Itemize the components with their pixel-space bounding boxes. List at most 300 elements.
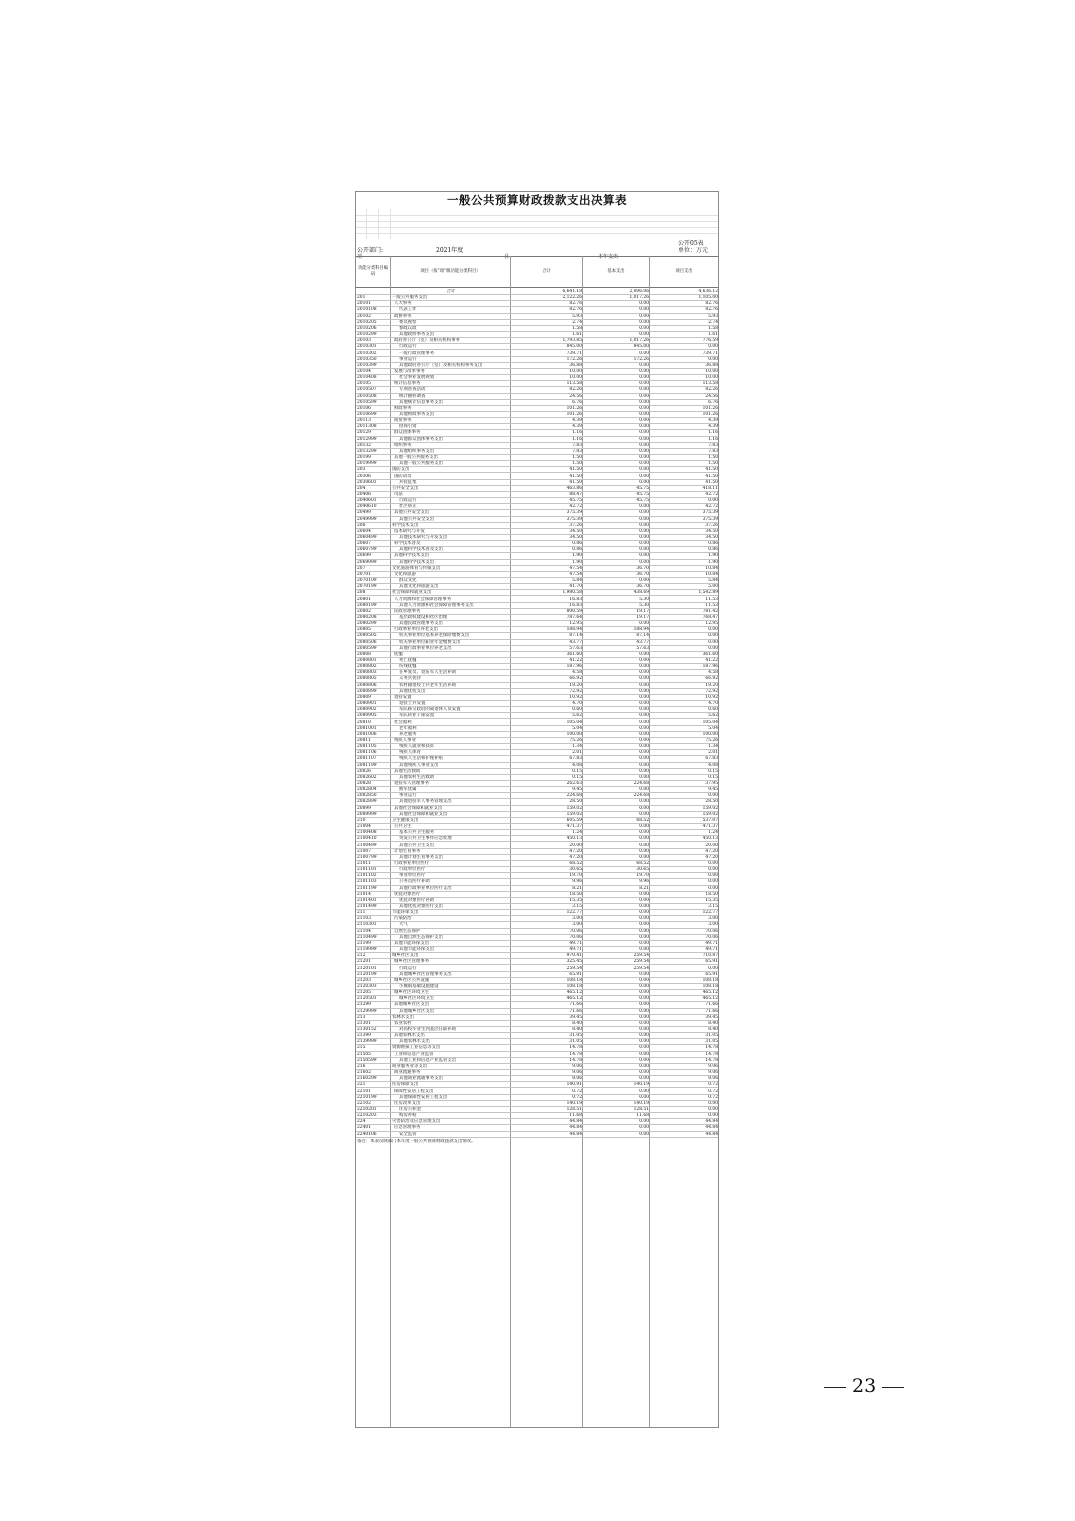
cell-code: 2010108 — [357, 307, 377, 313]
cell-total: 28.50 — [569, 799, 582, 805]
cell-basic: 0.00 — [639, 1070, 649, 1076]
cell-code: 20102 — [357, 313, 371, 319]
cell-name: 优抚对象医疗补助 — [399, 897, 435, 903]
cell-project: 6.76 — [708, 399, 718, 405]
cell-basic: 9.96 — [639, 879, 649, 885]
cell-basic: 0.00 — [639, 676, 649, 682]
cell-code: 2120199 — [357, 971, 377, 977]
cell-project: 768.47 — [702, 614, 718, 620]
cell-basic: 0.00 — [639, 768, 649, 774]
cell-project: 10.00 — [705, 375, 718, 381]
cell-name: 行政运行 — [399, 498, 417, 504]
cell-code: 21014 — [357, 891, 371, 897]
cell-code: 21007 — [357, 848, 371, 854]
cell-name: 自然生态保护 — [394, 928, 421, 934]
cell-total: 4.70 — [572, 701, 582, 707]
cell-name: 残疾人就业和扶贫 — [399, 744, 435, 750]
cell-name: 其他商业流通事务支出 — [399, 1076, 443, 1082]
cell-basic: 0.00 — [639, 1008, 649, 1014]
cell-basic: 0.00 — [639, 547, 649, 553]
cell-basic: 0.00 — [639, 368, 649, 374]
cell-name: 司法 — [394, 491, 403, 497]
cell-name: 在乡复员、退伍军人生活补助 — [399, 670, 457, 676]
cell-total: 122.77 — [566, 910, 582, 916]
cell-project: 3.15 — [708, 904, 718, 909]
cell-code: 2139999 — [357, 1039, 377, 1045]
cell-name: 残疾人体育 — [399, 750, 421, 756]
cell-code: 2120101 — [357, 965, 377, 971]
cell-code: 2011308 — [357, 424, 377, 430]
cell-basic: 45.75 — [636, 485, 649, 491]
cell-basic: 0.00 — [639, 332, 649, 338]
cell-basic: 0.00 — [639, 387, 649, 393]
cell-project: 375.39 — [702, 516, 718, 522]
cell-project: 418.11 — [702, 485, 718, 491]
cell-project: 8.40 — [708, 1027, 718, 1032]
cell-name: 其他文化和旅游支出 — [399, 584, 439, 590]
dept-label: 公开部门: — [357, 247, 384, 254]
cell-code: 20103 — [357, 338, 371, 344]
cell-basic: 0.00 — [639, 922, 649, 928]
cell-name: 其他政府办公厅（室）及相关机构事务支出 — [399, 362, 483, 368]
cell-basic: 36.70 — [636, 565, 649, 571]
cell-project: 5.00 — [708, 584, 718, 590]
cell-project: 9.06 — [708, 1070, 718, 1076]
cell-code: 2080299 — [357, 621, 377, 627]
cell-code: 2101199 — [357, 885, 377, 891]
cell-basic: 0.00 — [639, 1020, 649, 1026]
cell-name: 群众文化 — [399, 578, 417, 584]
cell-project: 1.50 — [708, 455, 718, 461]
cell-basic: 0.00 — [639, 528, 649, 534]
cell-name: 残疾人生活和护理补贴 — [399, 756, 443, 762]
cell-total: 44.84 — [569, 1131, 582, 1137]
cell-name: 组织事务 — [394, 442, 412, 448]
cell-total: 88.47 — [569, 491, 582, 497]
cell-total: 1.50 — [572, 455, 582, 461]
cell-name: 机关事业单位职业年金缴费支出 — [399, 639, 461, 645]
cell-project: 0.00 — [708, 1113, 718, 1119]
cell-total: 1,793.85 — [562, 338, 582, 344]
cell-basic: 0.00 — [639, 836, 649, 842]
cell-total: 0.15 — [572, 768, 582, 774]
cell-basic: 0.00 — [639, 553, 649, 559]
cell-total: 6,641.18 — [562, 289, 582, 294]
cell-project: 0.60 — [708, 707, 718, 713]
cell-basic: 0.00 — [639, 516, 649, 522]
cell-name: 大气 — [399, 922, 408, 928]
cell-project: 2.01 — [708, 750, 718, 756]
cell-total: 3.00 — [572, 916, 582, 922]
cell-basic: 0.00 — [639, 1119, 649, 1125]
cell-basic: 1,017.26 — [629, 295, 649, 301]
cell-name: 农村籍退役士兵老年生活补助 — [399, 682, 457, 688]
cell-basic: 57.63 — [636, 645, 649, 651]
cell-project: 1.34 — [708, 744, 718, 750]
cell-project: 0.00 — [708, 860, 718, 866]
cell-code: 2010399 — [357, 362, 377, 368]
cell-name: 军队移交政府的离退休人员安置 — [399, 707, 461, 713]
row-label-left: 项 — [357, 254, 363, 260]
cell-total: 30.65 — [569, 867, 582, 873]
cell-basic: 0.00 — [639, 811, 649, 817]
cell-name: 代表工作 — [399, 307, 417, 313]
cell-total: 3.15 — [572, 904, 582, 909]
cell-code: 2080801 — [357, 658, 377, 663]
cell-code: 2049999 — [357, 516, 377, 522]
cell-code: 21103 — [357, 916, 371, 922]
cell-basic: 0.00 — [639, 934, 649, 940]
cell-total: 8.40 — [572, 1020, 582, 1026]
cell-name: 购房补贴 — [399, 1113, 417, 1119]
cell-basic: 0.00 — [639, 756, 649, 762]
cell-project: 0.00 — [708, 639, 718, 645]
cell-basic: 0.00 — [639, 805, 649, 811]
cell-project: 4.39 — [708, 424, 718, 430]
cell-total: 15.35 — [569, 897, 582, 903]
empty-grid-area — [356, 209, 718, 239]
cell-total: 7.83 — [572, 448, 582, 454]
cell-project: 65.91 — [705, 971, 718, 977]
cell-code: 208 — [357, 590, 366, 596]
cell-basic: 0.00 — [639, 307, 649, 313]
cell-total: 1.50 — [572, 461, 582, 467]
cell-project: 66.92 — [705, 676, 718, 682]
dash-right — [882, 1387, 904, 1388]
cell-total: 800.59 — [566, 608, 582, 614]
cell-name: 政协事务 — [394, 313, 412, 319]
cell-code: 21602 — [357, 1070, 371, 1076]
cell-name: 委员视察 — [399, 319, 417, 325]
cell-code: 212 — [357, 953, 366, 959]
cell-project: 159.02 — [702, 811, 718, 817]
cell-code: 2130152 — [357, 1027, 377, 1032]
cell-total: 1.24 — [572, 830, 582, 836]
cell-basic: 0.00 — [639, 405, 649, 411]
cell-name: 其他政协事务支出 — [399, 332, 435, 338]
cell-code: 2082602 — [357, 774, 377, 780]
cell-basic: 0.00 — [639, 319, 649, 325]
cell-total: 1.34 — [572, 744, 582, 750]
cell-code: 20499 — [357, 510, 371, 516]
cell-basic: 188.94 — [633, 627, 649, 633]
cell-project: 41.50 — [705, 467, 718, 473]
cell-code: 2012999 — [357, 436, 377, 442]
cell-name: 其他节能环保支出 — [394, 940, 430, 946]
row-label-mid: 目 — [504, 254, 510, 260]
cell-code: 20701 — [357, 571, 371, 577]
cell-total: 2.74 — [572, 319, 582, 325]
cell-code: 2013299 — [357, 448, 377, 454]
cell-code: 2080905 — [357, 713, 377, 719]
cell-basic: 0.00 — [639, 1088, 649, 1094]
cell-project: 7.83 — [708, 448, 718, 454]
cell-total: 5.93 — [572, 313, 582, 319]
cell-total: 845.00 — [566, 344, 582, 350]
cell-name: 统计信息事务 — [394, 381, 421, 387]
cell-code: 2120501 — [357, 996, 377, 1002]
cell-basic: 1,017.26 — [629, 338, 649, 344]
cell-name: 农业农村 — [394, 1020, 412, 1026]
cell-project: 0.00 — [708, 1106, 718, 1112]
cell-name: 其他农林水支出 — [399, 1039, 430, 1045]
cell-total: 1,980.58 — [562, 590, 582, 596]
cell-code: 2240106 — [357, 1131, 377, 1137]
cell-project: 37.26 — [705, 522, 718, 528]
cell-code: 2080902 — [357, 707, 377, 713]
cell-basic: 30.65 — [636, 867, 649, 873]
cell-total: 188.94 — [566, 627, 582, 633]
cell-code: 2101102 — [357, 873, 377, 879]
cell-project: 739.71 — [702, 350, 718, 356]
cell-basic: 0.00 — [639, 461, 649, 467]
cell-total: 47.20 — [569, 854, 582, 860]
cell-name: 其他人力资源和社会保障管理事务支出 — [399, 602, 474, 608]
cell-project: 31.05 — [705, 1033, 718, 1039]
cell-project: 70.06 — [705, 928, 718, 934]
cell-code: 2080599 — [357, 645, 377, 651]
cell-code: 2010299 — [357, 332, 377, 338]
cell-name: 计划生育事务 — [394, 848, 421, 854]
cell-total: 41.50 — [569, 479, 582, 485]
cell-total: 108.18 — [566, 983, 582, 989]
cell-project: 2.74 — [708, 319, 718, 325]
cell-project: 3.00 — [708, 916, 718, 922]
cell-project: 0.00 — [708, 879, 718, 885]
cell-total: 14.78 — [569, 1057, 582, 1063]
cell-name: 其他公共安全支出 — [394, 510, 430, 516]
cell-total: 6.76 — [572, 399, 582, 405]
cell-basic: 259.54 — [633, 959, 649, 965]
cell-code: 22102 — [357, 1100, 371, 1106]
cell-name: 城乡社区环境卫生 — [394, 990, 430, 996]
cell-name: 节能环保支出 — [392, 910, 419, 916]
cell-basic: 0.00 — [639, 621, 649, 627]
header-total: 合计 — [511, 257, 583, 287]
cell-name: 其他残疾人事业支出 — [399, 762, 439, 768]
cell-project: 0.00 — [708, 965, 718, 971]
cell-code: 2081001 — [357, 725, 377, 731]
cell-code: 20113 — [357, 418, 371, 424]
cell-code: 21399 — [357, 1033, 371, 1039]
cell-total: 8.40 — [572, 1027, 582, 1032]
cell-project: 0.00 — [708, 793, 718, 799]
cell-total: 101.26 — [566, 405, 582, 411]
cell-total: 375.39 — [566, 516, 582, 522]
cell-name: 养老服务 — [399, 731, 417, 737]
cell-total: 41.50 — [569, 473, 582, 479]
cell-total: 9.06 — [572, 1063, 582, 1069]
cell-basic: 0.00 — [639, 904, 649, 909]
cell-basic: 0.00 — [639, 578, 649, 584]
cell-name: 其他自然生态保护支出 — [399, 934, 443, 940]
cell-basic: 5.30 — [639, 602, 649, 608]
cell-project: 159.02 — [702, 805, 718, 811]
cell-basic: 0.00 — [639, 1014, 649, 1020]
cell-project: 0.86 — [708, 541, 718, 547]
cell-name: 城乡社区公共设施 — [394, 977, 430, 983]
cell-total: 108.18 — [566, 977, 582, 983]
cell-code: 21004 — [357, 824, 371, 830]
cell-code: 20809 — [357, 694, 371, 700]
cell-total: 45.75 — [569, 498, 582, 504]
cell-project: 44.84 — [705, 1119, 718, 1125]
cell-name: 其他城乡社区支出 — [399, 1008, 435, 1014]
cell-code: 20607 — [357, 541, 371, 547]
cell-basic: 0.00 — [639, 1076, 649, 1082]
cell-basic: 0.00 — [639, 1125, 649, 1131]
cell-project: 10.84 — [705, 571, 718, 577]
cell-total: 12.95 — [569, 621, 582, 627]
cell-basic: 0.00 — [639, 541, 649, 547]
cell-project: 5.04 — [708, 725, 718, 731]
cell-code: 20106 — [357, 405, 371, 411]
cell-basic: 259.54 — [633, 965, 649, 971]
cell-code: 2080505 — [357, 633, 377, 639]
cell-code: 2081006 — [357, 731, 377, 737]
cell-code: 21205 — [357, 990, 371, 996]
cell-total: 34.50 — [569, 528, 582, 534]
cell-code: 20604 — [357, 528, 371, 534]
cell-name: 技术研究与开发 — [394, 528, 425, 534]
cell-name: 农林水支出 — [392, 1014, 414, 1020]
cell-name: 文化旅游体育与传媒支出 — [392, 565, 441, 571]
cell-name: 行政事业单位医疗 — [394, 860, 430, 866]
cell-total: 75.26 — [569, 737, 582, 743]
cell-basic: 845.00 — [633, 344, 649, 350]
dash-left — [824, 1387, 846, 1388]
cell-basic: 259.54 — [633, 953, 649, 959]
cell-code: 20406 — [357, 491, 371, 497]
cell-total: 159.02 — [566, 805, 582, 811]
cell-name: 行政事业单位养老支出 — [394, 627, 438, 633]
cell-basic: 0.00 — [639, 707, 649, 713]
cell-code: 20104 — [357, 368, 371, 374]
cell-basic: 0.00 — [639, 559, 649, 565]
cell-project: 465.12 — [702, 996, 718, 1002]
cell-name: 统计抽样调查 — [399, 393, 426, 399]
cell-code: 22101 — [357, 1088, 371, 1094]
cell-project: 4.08 — [708, 762, 718, 768]
cell-basic: 0.00 — [639, 990, 649, 996]
cell-total: 44.84 — [569, 1125, 582, 1131]
cell-project: 1.16 — [708, 436, 718, 442]
cell-total: 19.70 — [569, 873, 582, 879]
cell-project: 1.24 — [708, 830, 718, 836]
cell-project: 113.58 — [702, 381, 718, 387]
cell-project: 361.60 — [702, 651, 718, 657]
cell-project: 82.26 — [705, 387, 718, 393]
cell-code: 2120303 — [357, 983, 377, 989]
cell-total: 42.72 — [569, 504, 582, 510]
cell-basic: 0.00 — [639, 1045, 649, 1051]
cell-total: 65.91 — [569, 971, 582, 977]
cell-basic: 0.00 — [639, 448, 649, 454]
cell-total: 31.05 — [569, 1039, 582, 1045]
cell-total: 36.88 — [569, 362, 582, 368]
cell-code: 21203 — [357, 977, 371, 983]
cell-project: 65.91 — [705, 959, 718, 965]
cell-project: 9.45 — [708, 787, 718, 793]
cell-total: 87.14 — [569, 633, 582, 639]
cell-basic: 172.26 — [633, 356, 649, 362]
cell-project: 31.05 — [705, 1039, 718, 1045]
cell-project: 100.00 — [702, 731, 718, 737]
cell-total: 44.84 — [569, 1119, 582, 1125]
cell-name: 突发公共卫生事件应急处理 — [399, 836, 452, 842]
cell-project: 4.39 — [708, 418, 718, 424]
cell-project: 49.71 — [705, 947, 718, 953]
cell-code: 2110499 — [357, 934, 377, 940]
cell-project: 0.00 — [708, 873, 718, 879]
cell-name: 灾害防治及应急管理支出 — [392, 1119, 441, 1125]
cell-project: 14.78 — [705, 1045, 718, 1051]
cell-project: 28.50 — [705, 799, 718, 805]
cell-name: 政府办公厅（室）及相关机构事务 — [394, 338, 460, 344]
cell-name: 兵役征集 — [399, 479, 417, 485]
cell-basic: 0.00 — [639, 787, 649, 793]
cell-total: 113.58 — [566, 381, 582, 387]
cell-project: 82.76 — [705, 301, 718, 307]
cell-total: 3.00 — [572, 922, 582, 928]
cell-name: 对高校毕业生到基层任职补助 — [399, 1027, 457, 1032]
cell-basic: 0.00 — [639, 688, 649, 694]
cell-name: 基本公共卫生服务 — [399, 830, 435, 836]
cell-code: 224 — [357, 1119, 366, 1125]
cell-code: 2129999 — [357, 1008, 377, 1014]
cell-total: 41.50 — [569, 467, 582, 473]
cell-total: 19.20 — [569, 682, 582, 688]
cell-code: 2119999 — [357, 947, 377, 953]
cell-name: 其他技术研究与开发支出 — [399, 535, 448, 540]
cell-name: 事业运行 — [399, 793, 417, 799]
cell-total: 4.39 — [572, 418, 582, 424]
cell-total: 10.00 — [569, 368, 582, 374]
cell-project: 108.18 — [702, 977, 718, 983]
cell-basic: 2,006.06 — [629, 289, 649, 294]
cell-total: 5.04 — [572, 725, 582, 731]
cell-basic: 224.68 — [633, 793, 649, 799]
cell-basic: 0.00 — [639, 479, 649, 485]
cell-total: 14.78 — [569, 1045, 582, 1051]
cell-basic: 0.00 — [639, 1057, 649, 1063]
cell-name: 社会福利 — [394, 719, 412, 725]
cell-total: 1.61 — [572, 332, 582, 338]
cell-name: 其他群众团体事务支出 — [399, 436, 443, 442]
cell-basic: 0.00 — [639, 996, 649, 1002]
cell-name: 住房保障支出 — [392, 1082, 419, 1088]
cell-name: 社会保障和就业支出 — [392, 590, 432, 596]
cell-code: 2101103 — [357, 879, 377, 885]
cell-total: 71.66 — [569, 1002, 582, 1008]
cell-code: 21301 — [357, 1020, 371, 1026]
cell-project: 0.15 — [708, 768, 718, 774]
cell-basic: 45.75 — [636, 491, 649, 497]
cell-total: 100.00 — [566, 731, 582, 737]
cell-project: 0.00 — [708, 633, 718, 639]
cell-project: 24.56 — [705, 393, 718, 399]
cell-total: 1.58 — [572, 325, 582, 331]
cell-code: 2010599 — [357, 399, 377, 405]
cell-name: 工业和信息产业监管 — [394, 1051, 434, 1057]
cell-basic: 0.00 — [639, 983, 649, 989]
cell-total: 20.00 — [569, 842, 582, 848]
cell-project: 82.76 — [705, 307, 718, 313]
cell-name: 民政管理事务 — [394, 608, 421, 614]
cell-name: 保障性安居工程支出 — [394, 1088, 434, 1094]
cell-total: 0.60 — [572, 707, 582, 713]
cell-code: 2081105 — [357, 744, 377, 750]
